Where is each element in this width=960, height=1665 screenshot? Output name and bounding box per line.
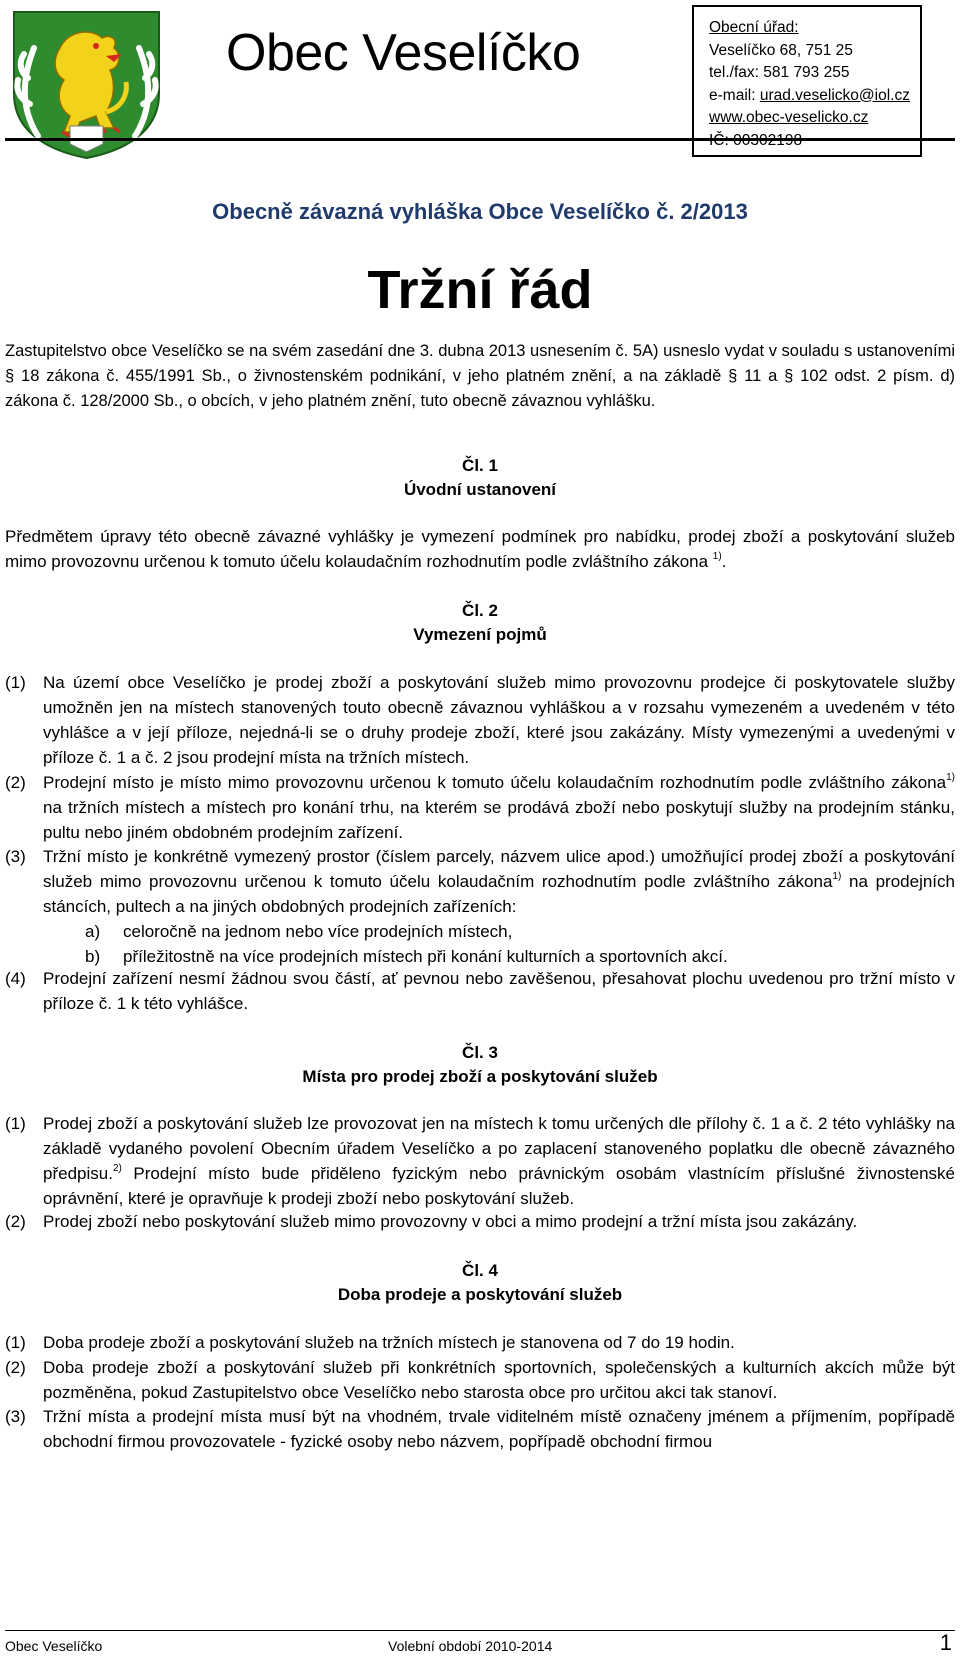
article-1-text xyxy=(5,524,955,574)
paragraph-text: Na území obce Veselíčko je prodej zboží a poskytování služeb mimo provozovnu prodejce či poskytovatele služby umožněn jen na místech stanovených touto obecně závaznou vyhláškou a v rozsahu vymezeném a uvedeném v této vyhlášce a v její příloze, nejedná-li se o druhy prodeje zboží, které jsou zakázány. Místy vymezenými a uvedenými v příloze č. 1 a č. 2 jsou prodejní místa na tržních místech. xyxy=(43,673,955,767)
header-divider xyxy=(5,138,955,141)
footer-town: Obec Veselíčko xyxy=(5,1638,103,1654)
paragraph-text-a: Tržní místo je konkrétně vymezený prostor (číslem parcely, názvem ulice apod.) umožňující prodej zboží a poskytování služeb mimo provozovnu určenou k tomuto účelu kolaudačním rozhodnutím podle zvláštního zákona xyxy=(43,847,955,891)
paragraph-number: (1) xyxy=(5,1114,26,1133)
paragraph-number: (3) xyxy=(5,1407,26,1426)
article-1-tail: . xyxy=(721,552,727,571)
article-4-paragraph-2 xyxy=(5,1355,955,1405)
paragraph-number: (3) xyxy=(5,847,26,866)
paragraph-text xyxy=(43,844,955,919)
paragraph-number: (2) xyxy=(5,1358,26,1377)
article-4-paragraph-3 xyxy=(5,1404,955,1454)
office-email-link[interactable]: urad.veselicko@iol.cz xyxy=(759,86,910,104)
list-item xyxy=(85,919,955,944)
paragraph-text: Doba prodeje zboží a poskytování služeb při konkrétních sportovních, společenských a kulturních akcích může být pozměněna, pokud Zastupitelstvo obce Veselíčko nebo starosta obce pro určitou akci tak stanoví. xyxy=(43,1358,955,1402)
paragraph-text: Prodejní zařízení nesmí žádnou svou částí, ať pevnou nebo zavěšenou, přesahovat plochu uvedenou pro tržní místo v příloze č. 1 k této vyhlášce. xyxy=(43,969,955,1013)
article-3-paragraph-1 xyxy=(5,1111,955,1211)
article-4-heading: Doba prodeje a poskytování služeb xyxy=(337,1285,623,1304)
list-item-letter: b) xyxy=(85,947,101,966)
list-item-letter: a) xyxy=(85,922,101,941)
list-item-text: příležitostně na více prodejních místech při konání kulturních a sportovních akcí. xyxy=(123,947,728,966)
office-address: Veselíčko 68, 751 25 xyxy=(709,41,853,59)
article-1-heading: Úvodní ustanovení xyxy=(403,480,557,499)
article-2-paragraph-1 xyxy=(5,670,955,770)
article-3-heading: Místa pro prodej zboží a poskytování služeb xyxy=(302,1067,658,1086)
article-4-number: Čl. 4 xyxy=(462,1261,498,1280)
article-2-heading: Vymezení pojmů xyxy=(413,625,547,644)
main-title: Tržní řád xyxy=(367,260,593,320)
article-2-paragraph-2 xyxy=(5,770,955,845)
paragraph-text-b: Prodejní místo bude přiděleno fyzickým nebo právnickým osobám vlastnícím příslušné živnostenské oprávnění, které je opravňuje k prodeji zboží nebo poskytování služeb. xyxy=(43,1164,955,1208)
office-web-link[interactable]: www.obec-veselicko.cz xyxy=(709,109,869,126)
paragraph-text-a: Prodejní místo je místo mimo provozovnu určenou k tomuto účelu kolaudačním rozhodnutím podle zvláštního zákona xyxy=(43,773,947,792)
paragraph-number: (1) xyxy=(5,673,26,692)
decree-title: Obecně závazná vyhláška Obce Veselíčko č. 2/2013 xyxy=(212,199,748,224)
intro-paragraph: Zastupitelstvo obce Veselíčko se na svém zasedání dne 3. dubna 2013 usnesením č. 5A) usneslo vydat v souladu s ustanoveními § 18 zákona č. 455/1991 Sb., o živnostenském podnikání, v jeho platném znění, a na základě § 11 a § 102 odst. 2 písm. d) zákona č. 128/2000 Sb., o obcích, v jeho platném znění, tuto obecně závaznou vyhlášku. xyxy=(5,342,955,410)
article-4-paragraph-1 xyxy=(5,1330,955,1355)
article-2-number: Čl. 2 xyxy=(462,601,498,620)
paragraph-text: Doba prodeje zboží a poskytování služeb na tržních místech je stanovena od 7 do 19 hodin. xyxy=(43,1333,735,1352)
office-contact-box xyxy=(692,5,922,157)
office-label: Obecní úřad: xyxy=(709,19,799,36)
footnote-ref: 1) xyxy=(946,772,955,783)
article-2-paragraph-4 xyxy=(5,966,955,1016)
paragraph-number: (1) xyxy=(5,1333,26,1352)
footer-term: Volební období 2010-2014 xyxy=(388,1638,553,1654)
paragraph-text xyxy=(43,1111,955,1211)
footnote-ref: 1) xyxy=(712,551,722,562)
paragraph-text: Prodej zboží nebo poskytování služeb mimo provozovny v obci a mimo prodejní a tržní místa jsou zakázány. xyxy=(43,1212,858,1231)
office-email-line xyxy=(709,85,920,108)
article-2-paragraph-3 xyxy=(5,844,955,969)
paragraph-number: (2) xyxy=(5,773,26,792)
paragraph-text-b: na prodejních stáncích, pultech a na jiných obdobných prodejních zařízeních: xyxy=(43,872,955,916)
page-number: 1 xyxy=(939,1630,952,1655)
article-3-paragraph-2 xyxy=(5,1209,955,1234)
footer-divider xyxy=(5,1630,955,1631)
paragraph-text-a: Prodej zboží a poskytování služeb lze provozovat jen na místech k tomu určených dle přílohy č. 1 a č. 2 této vyhlášky na základě vydaného povolení Obecním úřadem Veselíčko a po zaplacení stanoveného poplatku dle obecně závazného předpisu. xyxy=(43,1114,955,1183)
list-item-text: celoročně na jednom nebo více prodejních místech, xyxy=(123,922,513,941)
article-3-number: Čl. 3 xyxy=(462,1043,498,1062)
office-email-prefix: e-mail: xyxy=(709,86,760,104)
article-1-body: Předmětem úpravy této obecně závazné vyhlášky je vymezení podmínek pro nabídku, prodej zboží a poskytování služeb mimo provozovnu určenou k tomuto účelu kolaudačním rozhodnutím podle zvláštního zákona xyxy=(5,527,955,571)
paragraph-text-b: na tržních místech a místech pro konání trhu, na kterém se prodává zboží nebo poskytují služby na prodejním stánku, pultu nebo jiném obdobném prodejním zařízení. xyxy=(43,798,955,842)
town-name: Obec Veselíčko xyxy=(226,24,581,82)
footnote-ref: 2) xyxy=(112,1163,122,1174)
paragraph-text: Tržní místa a prodejní místa musí být na vhodném, trvale viditelném místě označeny jménem a příjmením, popřípadě obchodní firmou provozovatele - fyzické osoby nebo názvem, popřípadě obchodní firmou xyxy=(43,1407,955,1451)
article-1-number: Čl. 1 xyxy=(462,456,498,475)
sub-list xyxy=(85,919,955,969)
paragraph-number: (4) xyxy=(5,969,26,988)
paragraph-text xyxy=(43,770,955,845)
office-phone: tel./fax: 581 793 255 xyxy=(709,64,850,81)
office-ic: IČ: 00302198 xyxy=(709,131,803,149)
paragraph-number: (2) xyxy=(5,1212,26,1231)
footnote-ref: 1) xyxy=(832,871,842,882)
